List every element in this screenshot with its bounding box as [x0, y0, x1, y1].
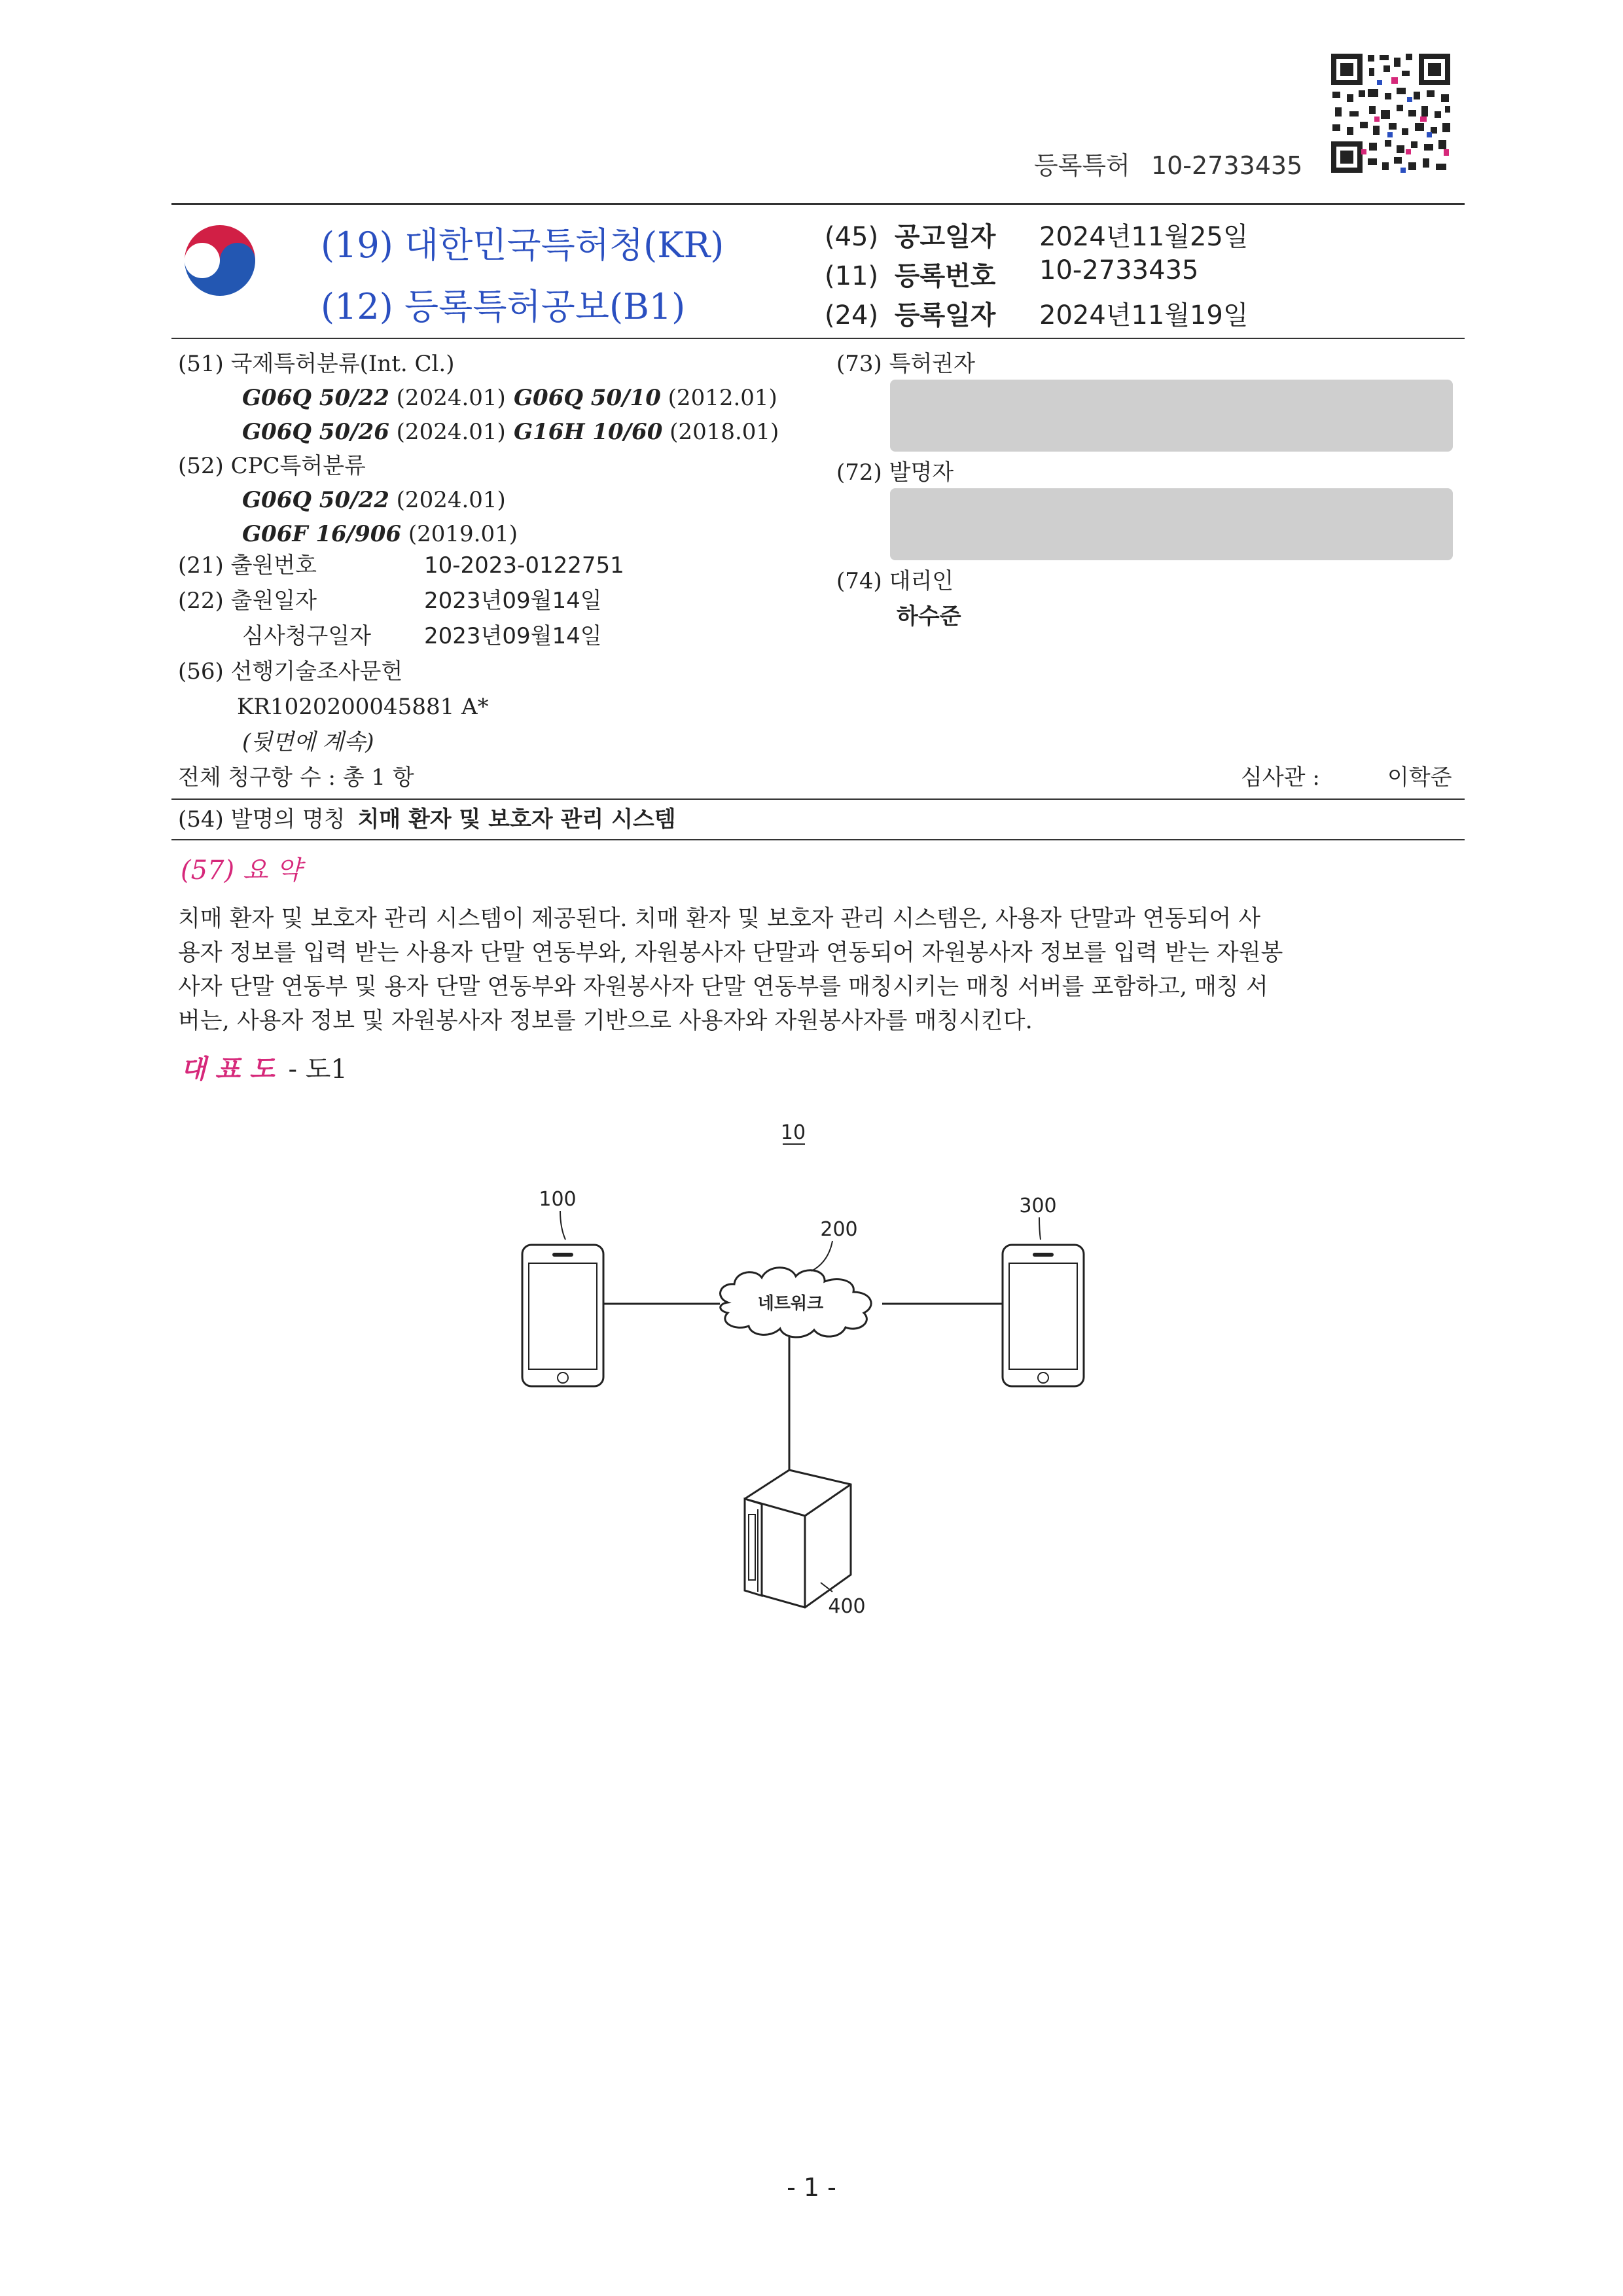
label: 공고일자 — [894, 222, 996, 252]
ipc-row-1 — [242, 381, 506, 415]
registration-value: 10-2733435 — [1150, 151, 1303, 180]
application-date: 2023년09월14일 — [424, 588, 602, 614]
cpc-year: (2024.01) — [396, 487, 506, 513]
label: 등록번호 — [894, 261, 996, 291]
header-right-row-2 — [825, 255, 995, 293]
patentee-label: (73) 특허권자 — [836, 351, 975, 377]
ipc-row-2b — [514, 415, 779, 449]
header-right-row-3 — [825, 295, 995, 332]
volunteer-terminal — [1003, 1245, 1084, 1386]
ipc-title: (51) 국제특허분류(Int. Cl.) — [178, 351, 455, 377]
volunteer-ref-leader — [1039, 1217, 1041, 1240]
code: (11) — [825, 261, 879, 291]
inventor-label: (72) 발명자 — [836, 459, 954, 486]
ipc-code: G06Q 50/26 — [242, 419, 389, 445]
abstract-line: 치매 환자 및 보호자 관리 시스템이 제공된다. 치매 환자 및 보호자 관리 시스템은, 사용자 단말과 연동되어 사 — [178, 906, 1261, 932]
ipc-code: G06Q 50/22 — [242, 385, 389, 411]
examiner-label: 심사관 : — [1241, 764, 1320, 791]
user-ref-leader — [560, 1211, 565, 1240]
cpc-code: G06Q 50/22 — [242, 487, 389, 513]
claims-count: 전체 청구항 수 : 총 1 항 — [178, 764, 414, 791]
cpc-title: (52) CPC특허분류 — [178, 453, 366, 479]
abstract-line: 버는, 사용자 정보 및 자원봉사자 정보를 기반으로 사용자와 자원봉사자를 매칭시킨다. — [178, 1008, 1033, 1034]
office-title: (19) 대한민국특허청(KR) — [321, 224, 724, 266]
application-number-label: (21) 출원번호 — [178, 552, 317, 579]
user-terminal — [522, 1245, 603, 1386]
code: (45) — [825, 222, 879, 252]
divider-top — [171, 203, 1465, 205]
system-diagram — [497, 1106, 1139, 1630]
kipo-logo — [181, 221, 259, 300]
ipc-row-2 — [242, 415, 506, 449]
representative-figure — [181, 1049, 348, 1086]
registration-number — [1034, 145, 1302, 181]
invention-title-label: (54) 발명의 명칭 — [178, 806, 346, 833]
exam-date: 2023년09월14일 — [424, 623, 602, 649]
exam-date-label: 심사청구일자 — [242, 623, 372, 649]
application-date-label: (22) 출원일자 — [178, 588, 317, 614]
cpc-code: G06F 16/906 — [242, 521, 402, 547]
registration-label: 등록특허 — [1034, 151, 1130, 180]
abstract-heading: (57) 요 약 — [181, 855, 302, 886]
network-label: 네트워크 — [757, 1294, 824, 1314]
divider-claims — [171, 798, 1465, 800]
abstract-body — [178, 902, 1465, 1038]
header-right-value-3: 2024년11월19일 — [1039, 300, 1249, 331]
network-ref: 200 — [820, 1218, 858, 1241]
continued-note: (뒷면에 계속) — [242, 729, 374, 755]
invention-title-text: 치매 환자 및 보호자 관리 시스템 — [357, 806, 676, 833]
qr-code — [1329, 51, 1453, 175]
invention-title — [178, 802, 676, 836]
ipc-row-1b — [514, 381, 777, 415]
matching-server — [745, 1470, 851, 1607]
page-number: - 1 - — [787, 2173, 836, 2202]
volunteer-terminal-ref: 300 — [1019, 1194, 1057, 1217]
divider-header — [171, 338, 1465, 339]
abstract-line: 용자 정보를 입력 받는 사용자 단말 연동부와, 자원봉사자 단말과 연동되어 자원봉사자 정보를 입력 받는 자원봉 — [178, 940, 1283, 966]
cpc-row-2 — [242, 517, 518, 551]
abstract-line: 사자 단말 연동부 및 용자 단말 연동부와 자원봉사자 단말 연동부를 매칭시키는 매칭 서버를 포함하고, 매칭 서 — [178, 974, 1268, 1000]
ipc-code: G06Q 50/10 — [514, 385, 661, 411]
system-ref-label: 10 — [780, 1121, 806, 1144]
agent-name: 하수준 — [897, 603, 961, 630]
server-ref: 400 — [828, 1595, 866, 1618]
inventor-redacted — [890, 488, 1453, 560]
agent-label: (74) 대리인 — [836, 568, 954, 594]
network-ref-leader — [812, 1241, 832, 1271]
rep-label: 대 표 도 — [181, 1054, 275, 1085]
application-number: 10-2023-0122751 — [424, 552, 624, 579]
divider-title — [171, 839, 1465, 840]
cpc-row-1 — [242, 483, 506, 517]
ipc-year: (2018.01) — [669, 419, 779, 445]
ipc-year: (2024.01) — [396, 419, 506, 445]
ipc-code: G16H 10/60 — [514, 419, 663, 445]
prior-art: KR1020200045881 A* — [237, 694, 489, 720]
patentee-redacted — [890, 380, 1453, 452]
header-right-row-1 — [825, 216, 995, 253]
prior-art-label: (56) 선행기술조사문헌 — [178, 658, 403, 685]
label: 등록일자 — [894, 300, 996, 331]
header-right-value-1: 2024년11월25일 — [1039, 222, 1249, 252]
user-terminal-ref: 100 — [539, 1188, 577, 1211]
ipc-year: (2012.01) — [668, 385, 777, 411]
code: (24) — [825, 300, 879, 331]
header-right-value-2: 10-2733435 — [1039, 255, 1199, 285]
examiner-name: 이학준 — [1387, 764, 1452, 791]
rep-value: - 도1 — [288, 1054, 348, 1085]
document-type: (12) 등록특허공보(B1) — [321, 286, 686, 327]
ipc-year: (2024.01) — [396, 385, 506, 411]
cpc-year: (2019.01) — [408, 521, 518, 547]
